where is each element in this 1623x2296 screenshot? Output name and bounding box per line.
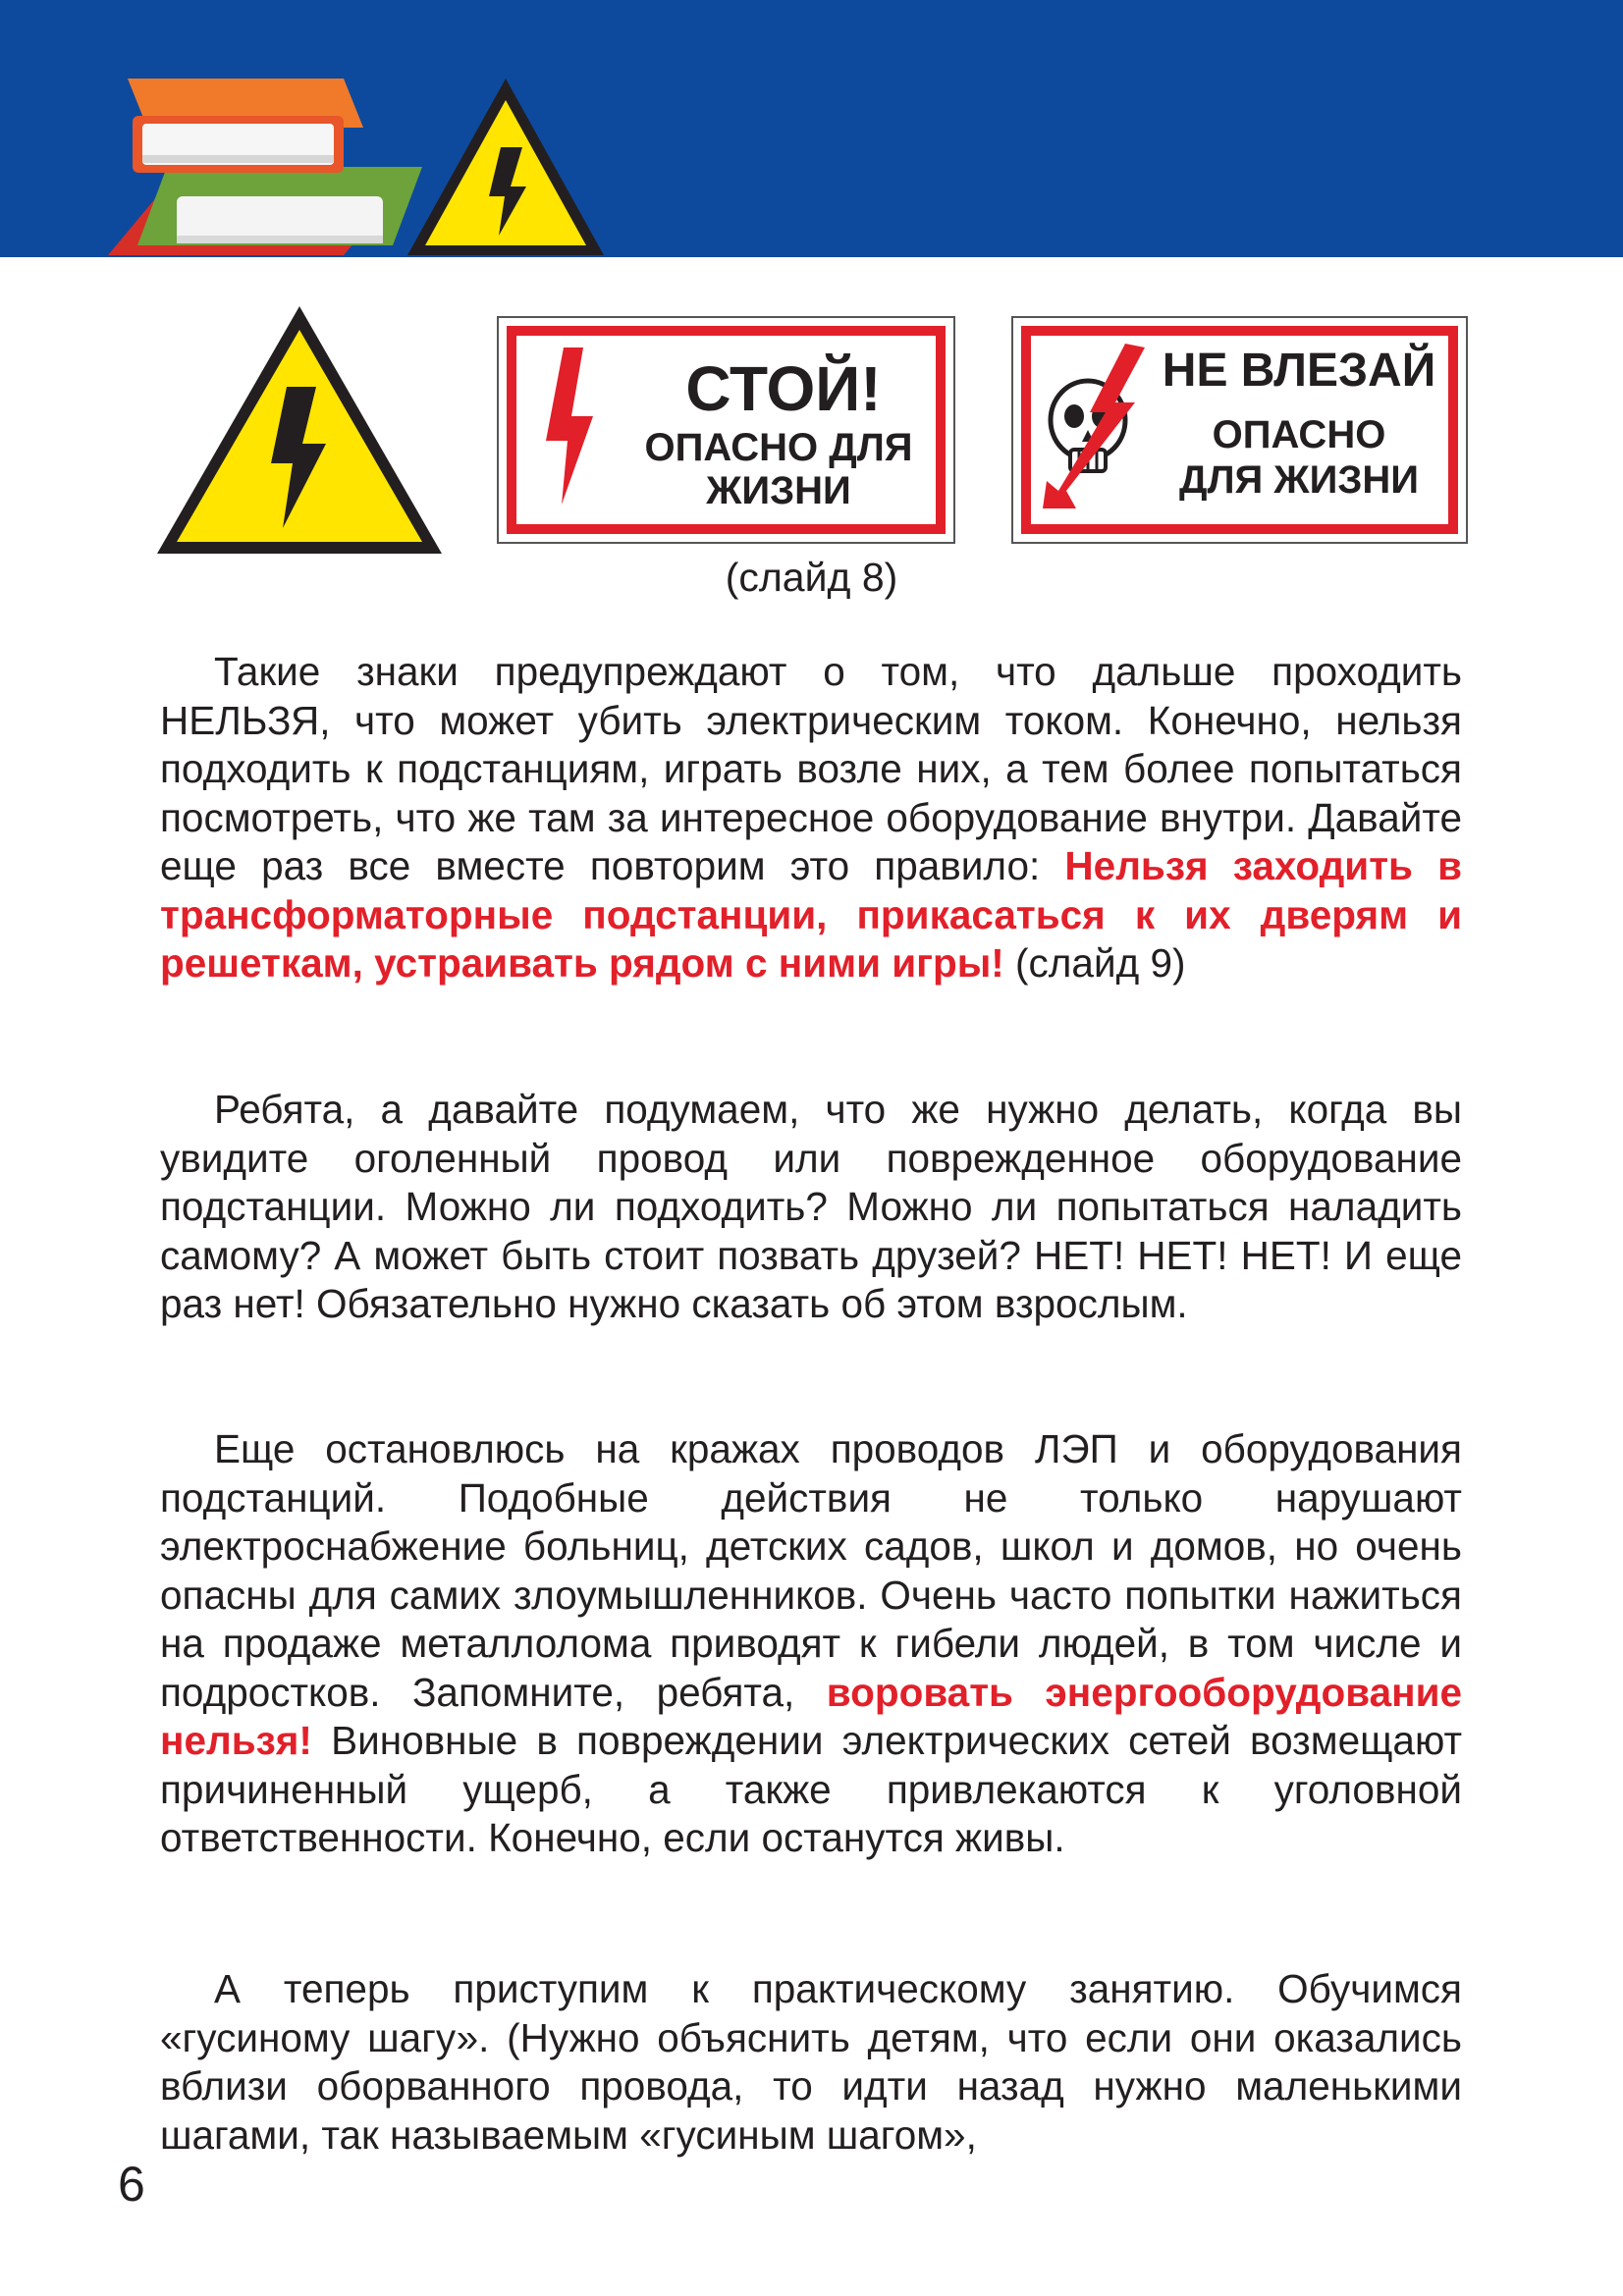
books-icon [108,79,422,255]
safety-rule-highlight: Нельзя заходить в трансформаторные подстанции, прикасаться к их дверям и решеткам, устраивать рядом с ними игры! [160,843,1462,986]
ne-vlezai-sign-line2: ДЛЯ ЖИЗНИ [1178,458,1420,502]
theft-warning-highlight: воровать энергооборудование нельзя! [160,1669,1462,1763]
stop-sign-subtitle [617,426,941,512]
skull-and-bolt-icon [1037,344,1155,510]
header-illustration [98,69,609,260]
paragraph-text: Еще остановлюсь на кражах проводов ЛЭП и оборудования подстанций. Подобные действия не только нарушают электроснабжение больниц, детских садов, школ и домов, но очень опасны для самих злоумышленников. Очень часто попытки нажиться на продаже металлолома приводят к гибели людей, в том числе и подростков. Запомните, ребята, [160,1426,1462,1715]
lightning-bolt-icon [534,347,603,505]
paragraph-tail: Виновные в повреждении электрических сетей возмещают причиненный ущерб, а также привлекаются к уголовной ответственности. Конечно, если останутся живы. [160,1718,1462,1860]
paragraph-theft [160,1425,1462,1863]
paragraph-signs-warning [160,648,1462,988]
high-voltage-warning-icon [407,79,604,255]
paragraph-goose-step [160,1965,1462,2160]
ne-vlezai-sign-subtitle [1157,412,1441,503]
paragraph-text: А теперь приступим к практическому занятию. Обучимся «гусиному шагу». (Нужно объяснить детям, что если они оказались вблизи оборванного провода, то идти назад нужно маленькими шагами, так называемым «гусиным шагом», [160,1966,1462,2158]
paragraph-text: Такие знаки предупреждают о том, что дальше проходить НЕЛЬЗЯ, что может убить электрическим током. Конечно, нельзя подходить к подстанциям, играть возле них, а тем более попытаться посмотреть, что же там за интересное оборудование внутри. Давайте еще раз все вместе повторим это правило: [160,649,1462,888]
ne-vlezai-sign-plate [1011,316,1468,544]
stop-sign-line1: ОПАСНО ДЛЯ [644,426,913,469]
paragraph-tail: (слайд 9) [1003,940,1186,986]
ne-vlezai-sign-line1: ОПАСНО [1212,413,1386,456]
ne-vlezai-sign-title: НЕ ВЛЕЗАЙ [1162,345,1436,397]
paragraph-damaged-wire [160,1086,1462,1329]
stop-sign-plate [497,316,955,544]
high-voltage-triangle-icon [157,306,442,554]
page-number: 6 [118,2157,145,2212]
stop-sign-line2: ЖИЗНИ [706,469,851,512]
slide-caption: (слайд 8) [725,555,898,600]
paragraph-text: Ребята, а давайте подумаем, что же нужно делать, когда вы увидите оголенный провод или поврежденное оборудование подстанции. Можно ли подходить? Можно ли попытаться наладить самому? А может быть стоит позвать друзей? НЕТ! НЕТ! НЕТ! И еще раз нет! Обязательно нужно сказать об этом взрослым. [160,1087,1462,1326]
stop-sign-title: СТОЙ! [685,353,882,424]
